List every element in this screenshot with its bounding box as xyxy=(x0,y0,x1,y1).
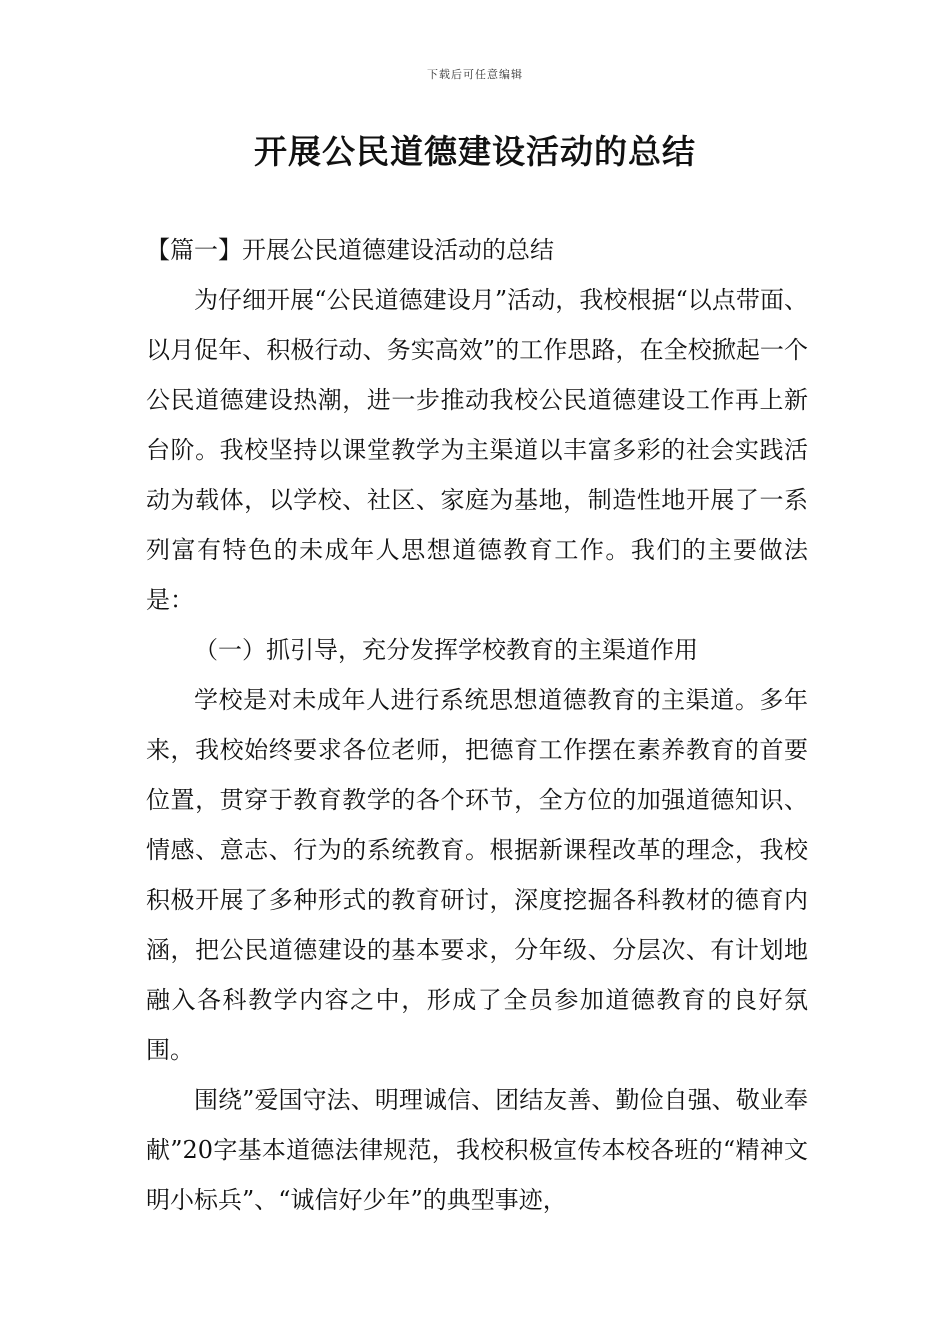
header-note: 下载后可任意编辑 xyxy=(427,68,523,81)
document-body xyxy=(146,225,808,1225)
paragraph-intro: 为仔细开展“公民道德建设月”活动，我校根据“以点带面、以月促年、积极行动、务实高效”的工作思路，在全校掀起一个公民道德建设热潮，进一步推动我校公民道德建设工作再上新台阶。我校坚持以课堂教学为主渠道以丰富多彩的社会实践活动为载体，以学校、社区、家庭为基地，制造性地开展了一系列富有特色的未成年人思想道德教育工作。我们的主要做法是： xyxy=(146,286,808,614)
sub-heading-one: （一）抓引导，充分发挥学校教育的主渠道作用 xyxy=(194,636,698,664)
document-title: 开展公民道德建设活动的总结 xyxy=(254,132,696,171)
paragraph-moral-norms: 围绕”爱国守法、明理诚信、团结友善、勤俭自强、敬业奉献”20字基本道德法律规范，我校积极宣传本校各班的“精神文明小标兵”、“诚信好少年”的典型事迹， xyxy=(146,1086,808,1214)
section-heading: 【篇一】开展公民道德建设活动的总结 xyxy=(146,236,554,264)
paragraph-school-education: 学校是对未成年人进行系统思想道德教育的主渠道。多年来，我校始终要求各位老师，把德育工作摆在素养教育的首要位置，贯穿于教育教学的各个环节，全方位的加强道德知识、情感、意志、行为的系统教育。根据新课程改革的理念，我校积极开展了多种形式的教育研讨，深度挖掘各科教材的德育内涵，把公民道德建设的基本要求，分年级、分层次、有计划地融入各科教学内容之中，形成了全员参加道德教育的良好氛围。 xyxy=(146,686,808,1064)
